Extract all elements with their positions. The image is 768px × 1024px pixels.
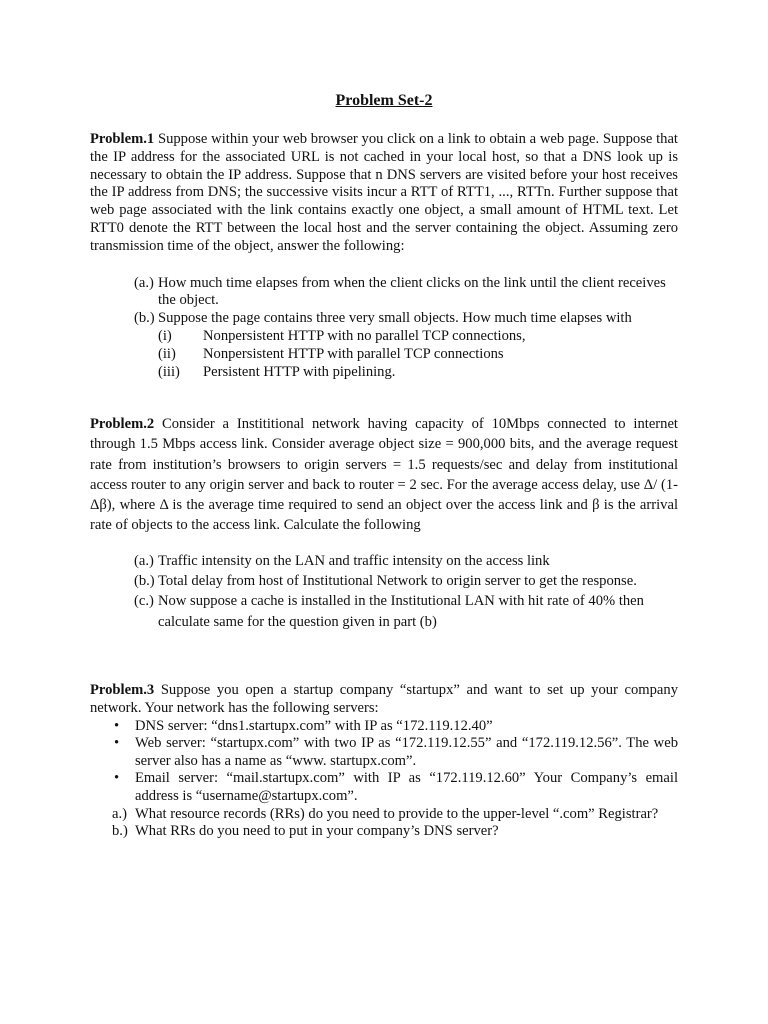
problem-1 <box>90 131 678 381</box>
problem-3-text: Suppose you open a startup company “startupx” and want to set up your company network. Your network has the following servers: <box>90 682 678 716</box>
bullet-text: DNS server: “dns1.startupx.com” with IP as “172.119.12.40” <box>135 717 493 734</box>
sub-item-text: Nonpersistent HTTP with parallel TCP connections <box>203 346 504 363</box>
question-label: (b.) <box>134 573 155 590</box>
sub-item <box>90 327 678 345</box>
question-label: (c.) <box>134 593 154 610</box>
question-text: What resource records (RRs) do you need to provide to the upper-level “.com” Registrar? <box>135 805 659 822</box>
problem-2-heading: Problem.2 <box>90 416 155 432</box>
sub-item-text: Persistent HTTP with pipelining. <box>203 364 396 381</box>
problem-1-heading: Problem.1 <box>90 131 155 147</box>
problem-3-questions <box>90 806 678 841</box>
server-bullet-list <box>90 718 678 806</box>
problem-1-questions <box>90 275 678 382</box>
bullet-icon: • <box>114 717 120 734</box>
question-item <box>90 591 678 632</box>
bullet-icon: • <box>114 770 120 787</box>
bullet-icon: • <box>114 735 120 752</box>
sub-item-label: (ii) <box>158 346 176 363</box>
question-item <box>90 551 678 571</box>
question-label: (a.) <box>134 274 154 291</box>
problem-3-statement <box>90 682 678 718</box>
problem-2-text: Consider a Instititional network having capacity of 10Mbps connected to internet through 1.5 Mbps access link. Consider average object size = 900,000 bits, and the average request rate from institution’s browsers to origin servers = 1.5 requests/sec and delay from institutional access router to any origin server and back to router = 2 sec. For the average access delay, use Δ/ (1-Δβ), where Δ is the average time required to send an object over the access link and β is the arrival rate of objects to the access link. Calculate the following <box>90 416 678 534</box>
problem-2-statement <box>90 414 678 536</box>
question-item <box>90 571 678 591</box>
sub-item <box>90 363 678 381</box>
server-bullet <box>90 718 678 736</box>
problem-3-heading: Problem.3 <box>90 682 155 698</box>
sub-item-label: (i) <box>158 328 172 345</box>
question-text: Suppose the page contains three very small objects. How much time elapses with <box>158 309 632 326</box>
page-title: Problem Set-2 <box>335 92 433 109</box>
sub-item-text: Nonpersistent HTTP with no parallel TCP connections, <box>203 328 526 345</box>
question-item <box>90 275 678 310</box>
question-item <box>90 823 678 841</box>
question-label: b.) <box>112 823 128 840</box>
sub-item-label: (iii) <box>158 364 180 381</box>
question-text: How much time elapses from when the client clicks on the link until the client receives the object. <box>158 274 666 309</box>
question-label: a.) <box>112 805 127 822</box>
bullet-text: Web server: “startupx.com” with two IP as “172.119.12.55” and “172.119.12.56”. The web server also has a name as “www. startupx.com”. <box>135 735 678 769</box>
question-item <box>90 806 678 824</box>
question-label: (a.) <box>134 552 154 569</box>
question-text: Now suppose a cache is installed in the Institutional LAN with hit rate of 40% then calculate same for the question given in part (b) <box>158 593 644 630</box>
problem-2 <box>90 414 678 632</box>
problem-1-text: Suppose within your web browser you click on a link to obtain a web page. Suppose that the IP address for the associated URL is not cached in your local host, so that a DNS look up is necessary to obtain the IP address. Suppose that n DNS servers are visited before your host receives the IP address from DNS; the successive visits incur a RTT of RTT1, ..., RTTn. Further suppose that web page associated with the link contains exactly one object, a small amount of HTML text. Let RTT0 denote the RTT between the local host and the server containing the object. Assuming zero transmission time of the object, answer the following: <box>90 131 678 254</box>
bullet-text: Email server: “mail.startupx.com” with IP as “172.119.12.60” Your Company’s email address is “username@startupx.com”. <box>135 770 678 804</box>
sub-item <box>90 345 678 363</box>
problem-3 <box>90 682 678 841</box>
question-label: (b.) <box>134 309 155 326</box>
question-text: Total delay from host of Institutional Network to origin server to get the response. <box>158 573 637 590</box>
question-item <box>90 310 678 328</box>
problem-1-statement <box>90 131 678 256</box>
question-text: Traffic intensity on the LAN and traffic intensity on the access link <box>158 552 550 569</box>
problem-2-questions <box>90 551 678 632</box>
server-bullet <box>90 770 678 805</box>
server-bullet <box>90 735 678 770</box>
question-text: What RRs do you need to put in your company’s DNS server? <box>135 823 499 840</box>
